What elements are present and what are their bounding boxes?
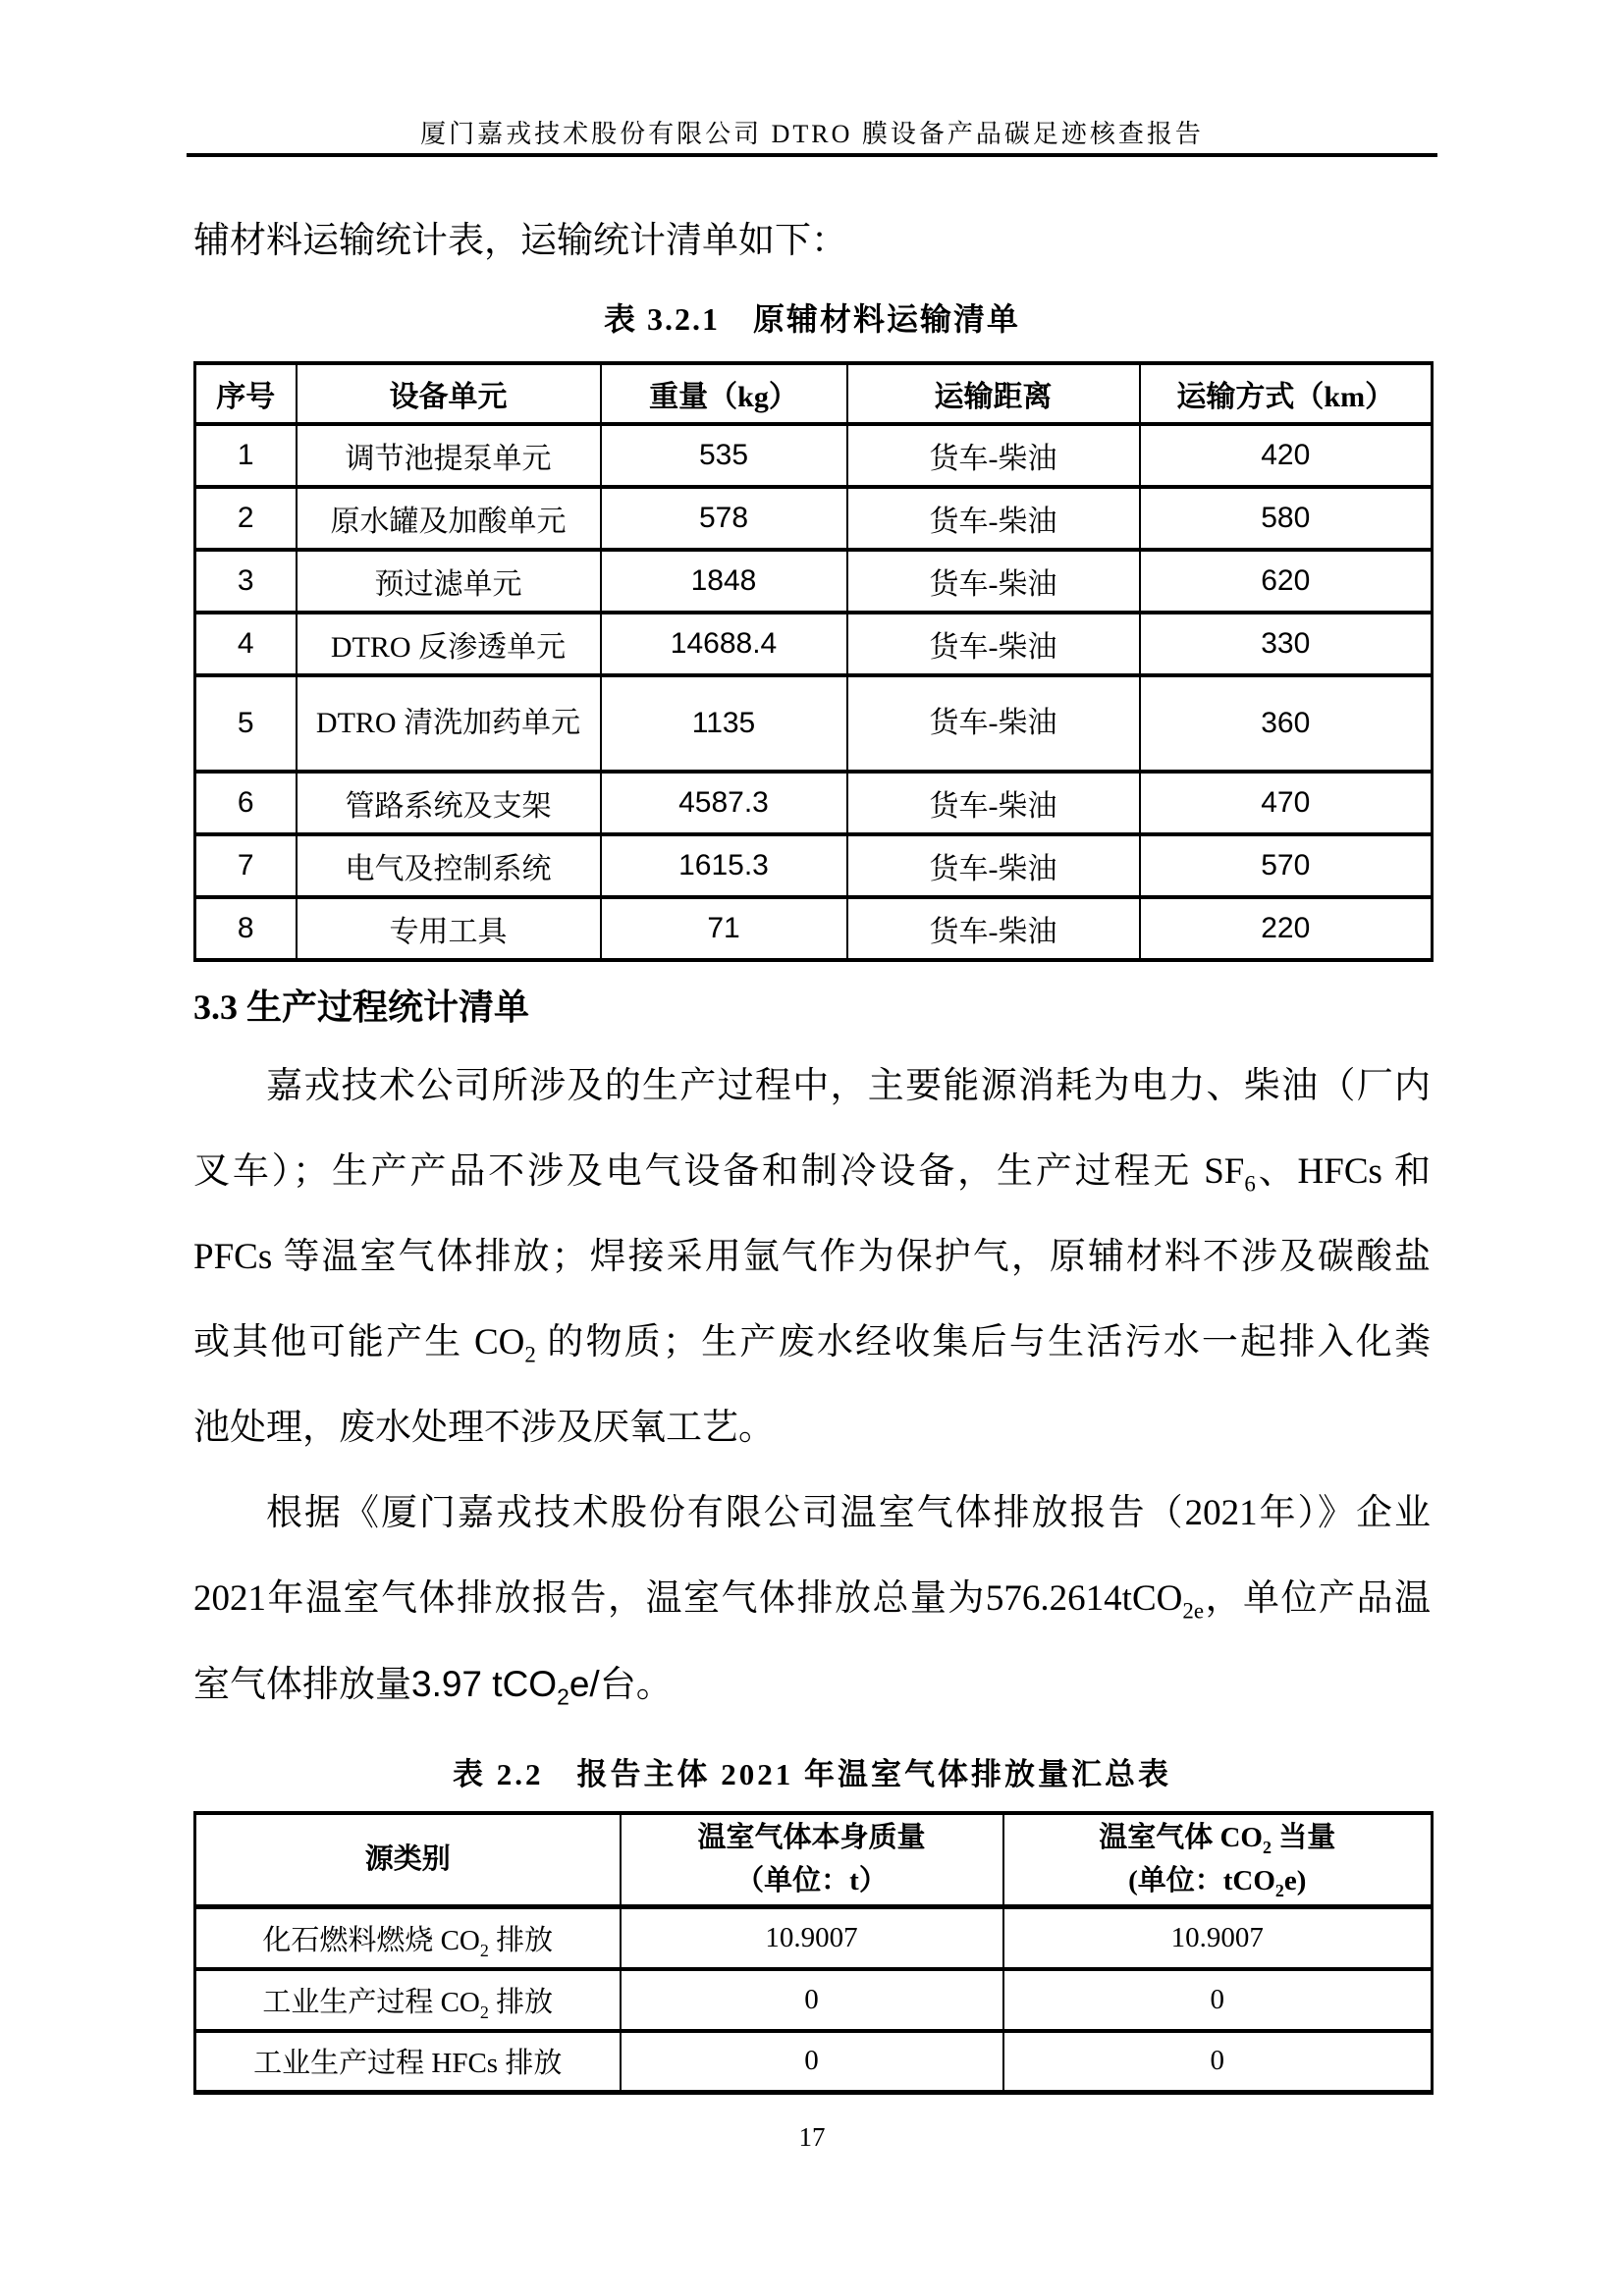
table-cell: 7 xyxy=(195,834,297,897)
table-cell: 管路系统及支架 xyxy=(297,772,601,834)
paragraph-line: 室气体排放量3.97 tCO$_2$e/台。 xyxy=(193,1664,673,1710)
table-cell: 0 xyxy=(621,2031,1003,2093)
table-row xyxy=(195,550,1433,613)
table-cell: 化石燃料燃烧 $CO_2$ 排放 xyxy=(195,1907,621,1969)
table-cell: 1848 xyxy=(601,550,847,613)
paragraph-line: 池处理，废水处理不涉及厌氧工艺。 xyxy=(193,1408,775,1448)
table2-title: 表 2.2 报告主体 2021 年温室气体排放量汇总表 xyxy=(453,1757,1171,1791)
table-cell: 4 xyxy=(195,613,297,675)
table1-header-row xyxy=(195,363,1433,424)
table-cell: 工业生产过程 $CO_2$ 排放 xyxy=(195,1969,621,2031)
table-cell: 360 xyxy=(1140,675,1433,772)
column-header: 运输距离 xyxy=(847,363,1140,424)
table-cell: 570 xyxy=(1140,834,1433,897)
table-cell: 货车-柴油 xyxy=(847,675,1140,772)
table-cell: 0 xyxy=(621,1969,1003,2031)
table-cell: 4587.3 xyxy=(601,772,847,834)
paragraph-line: 2021年温室气体排放报告，温室气体排放总量为576.2614tCO$_{2e}$，单位产品温 xyxy=(193,1578,1431,1624)
table-cell: 1135 xyxy=(601,675,847,772)
table-cell: 71 xyxy=(601,897,847,960)
table-cell: 电气及控制系统 xyxy=(297,834,601,897)
column-header: 设备单元 xyxy=(297,363,601,424)
page-header-title: 厦门嘉戎技术股份有限公司 DTRO 膜设备产品碳足迹核查报告 xyxy=(420,120,1204,148)
table-cell: 578 xyxy=(601,487,847,550)
table-cell: 420 xyxy=(1140,424,1433,487)
paragraph-line: 或其他可能产生 $CO_2$ 的物质；生产废水经收集后与生活污水一起排入化粪 xyxy=(193,1322,1431,1367)
paragraph-line: 嘉戎技术公司所涉及的生产过程中，主要能源消耗为电力、柴油（厂内 xyxy=(266,1066,1431,1106)
table-row xyxy=(195,1969,1433,2031)
paragraph-line: 根据《厦门嘉戎技术股份有限公司温室气体排放报告（2021年）》企业 xyxy=(266,1493,1431,1533)
table-row xyxy=(195,897,1433,960)
table-cell: 货车-柴油 xyxy=(847,772,1140,834)
table-cell: 10.9007 xyxy=(1003,1907,1433,1969)
paragraph-line: 叉车）；生产产品不涉及电气设备和制冷设备，生产过程无 $SF_6$、HFCs 和 xyxy=(193,1151,1431,1197)
table-cell: 专用工具 xyxy=(297,897,601,960)
table-cell: 3 xyxy=(195,550,297,613)
table-cell: 1 xyxy=(195,424,297,487)
paragraph-production-process xyxy=(193,1043,1431,1470)
table-cell: 620 xyxy=(1140,550,1433,613)
column-header: 温室气体 $CO_2$ 当量 (单位：tCO$_2$e) xyxy=(1003,1813,1433,1907)
table-row xyxy=(195,834,1433,897)
table-cell: 470 xyxy=(1140,772,1433,834)
materials-transport-table xyxy=(193,361,1434,962)
table-cell: 原水罐及加酸单元 xyxy=(297,487,601,550)
table-cell: 工业生产过程 HFCs 排放 xyxy=(195,2031,621,2093)
column-header: 序号 xyxy=(195,363,297,424)
table-cell: 预过滤单元 xyxy=(297,550,601,613)
section-heading: 3.3 生产过程统计清单 xyxy=(193,988,530,1027)
column-header: 源类别 xyxy=(195,1813,621,1907)
table-cell: 0 xyxy=(1003,2031,1433,2093)
table1-title: 表 3.2.1 原辅材料运输清单 xyxy=(603,301,1020,337)
table-cell: 货车-柴油 xyxy=(847,897,1140,960)
table-cell: 580 xyxy=(1140,487,1433,550)
table-cell: 货车-柴油 xyxy=(847,550,1140,613)
table-cell: 535 xyxy=(601,424,847,487)
table-cell: 14688.4 xyxy=(601,613,847,675)
table-cell: 2 xyxy=(195,487,297,550)
table-row xyxy=(195,2031,1433,2093)
table-cell: 货车-柴油 xyxy=(847,424,1140,487)
paragraph-line: PFCs 等温室气体排放；焊接采用氩气作为保护气，原辅材料不涉及碳酸盐 xyxy=(193,1237,1431,1277)
table-row xyxy=(195,1907,1433,1969)
column-header: 温室气体本身质量 （单位：t） xyxy=(621,1813,1003,1907)
table-cell: 调节池提泵单元 xyxy=(297,424,601,487)
table-cell: DTRO 反渗透单元 xyxy=(297,613,601,675)
table-row xyxy=(195,487,1433,550)
table-row xyxy=(195,675,1433,772)
table-cell: 1615.3 xyxy=(601,834,847,897)
table-cell: 330 xyxy=(1140,613,1433,675)
table-row xyxy=(195,613,1433,675)
table-cell: 货车-柴油 xyxy=(847,613,1140,675)
table-cell: 货车-柴油 xyxy=(847,487,1140,550)
table2-header-row xyxy=(195,1813,1433,1907)
table-cell: 0 xyxy=(1003,1969,1433,2031)
column-header: 运输方式（km） xyxy=(1140,363,1433,424)
column-header: 重量（kg） xyxy=(601,363,847,424)
ghg-emissions-summary-table xyxy=(193,1811,1434,2095)
header-rule xyxy=(187,153,1437,157)
table-cell: 货车-柴油 xyxy=(847,834,1140,897)
intro-text: 辅材料运输统计表，运输统计清单如下： xyxy=(193,221,847,261)
page-number: 17 xyxy=(798,2122,826,2152)
table-cell: 5 xyxy=(195,675,297,772)
table-cell: DTRO 清洗加药单元 xyxy=(297,675,601,772)
table-cell: 8 xyxy=(195,897,297,960)
paragraph-ghg-report xyxy=(193,1470,1431,1727)
table-cell: 10.9007 xyxy=(621,1907,1003,1969)
table-cell: 220 xyxy=(1140,897,1433,960)
table-cell: 6 xyxy=(195,772,297,834)
table-row xyxy=(195,424,1433,487)
table-row xyxy=(195,772,1433,834)
